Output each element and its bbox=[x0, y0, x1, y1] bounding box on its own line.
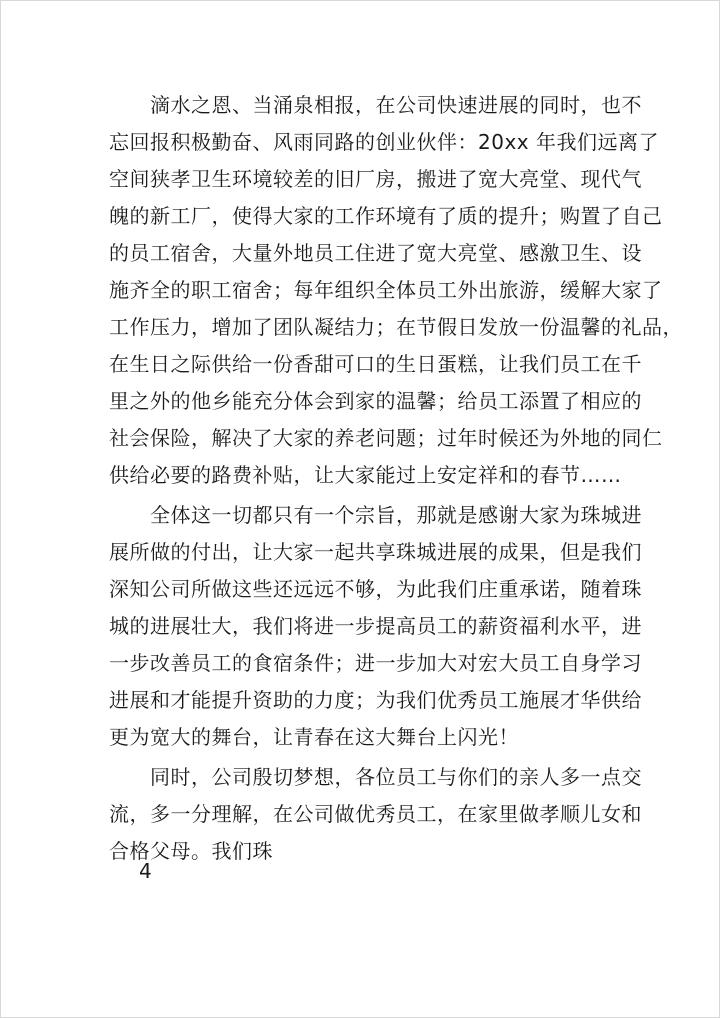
text-line: 同时，公司殷切梦想，各位员工与你们的亲人多一点交 bbox=[109, 765, 642, 789]
text-line: 忘回报积极勤奋、风雨同路的创业伙伴：20xx 年我们远离了 bbox=[109, 130, 659, 154]
text-line: 合格父母。我们珠 bbox=[109, 839, 273, 863]
text-line: 在生日之际供给一份香甜可口的生日蛋糕，让我们员工在千 bbox=[109, 352, 642, 376]
text-line: 展所做的付出，让大家一起共享珠城进展的成果，但是我们 bbox=[109, 540, 642, 564]
text-line: 供给必要的路费补贴，让大家能过上安定祥和的春节…… bbox=[109, 463, 622, 487]
text-line: 里之外的他乡能充分体会到家的温馨；给员工添置了相应的 bbox=[109, 389, 642, 413]
text-line: 社会保险，解决了大家的养老问题；过年时候还为外地的同仁 bbox=[109, 426, 663, 450]
paragraph-3 bbox=[109, 759, 642, 870]
page-number: 4 bbox=[139, 859, 152, 883]
text-line: 流，多一分理解，在公司做优秀员工，在家里做孝顺儿女和 bbox=[109, 802, 642, 826]
text-line: 空间狭孝卫生环境较差的旧厂房，搬进了宽大亮堂、现代气 bbox=[109, 167, 642, 191]
text-line: 施齐全的职工宿舍；每年组织全体员工外出旅游，缓解大家了 bbox=[109, 278, 663, 302]
text-line: 全体这一切都只有一个宗旨，那就是感谢大家为珠城进 bbox=[109, 503, 642, 527]
text-line: 城的进展壮大，我们将进一步提高员工的薪资福利水平，进 bbox=[109, 614, 642, 638]
text-line: 滴水之恩、当涌泉相报，在公司快速进展的同时，也不 bbox=[109, 93, 642, 117]
paragraph-2 bbox=[109, 497, 642, 756]
text-line: 深知公司所做这些还远远不够，为此我们庄重承诺，随着珠 bbox=[109, 577, 642, 601]
text-line: 进展和才能提升资助的力度；为我们优秀员工施展才华供给 bbox=[109, 688, 642, 712]
document-body bbox=[109, 87, 683, 870]
text-line: 魄的新工厂，使得大家的工作环境有了质的提升；购置了自己 bbox=[109, 204, 663, 228]
text-line: 的员工宿舍，大量外地员工住进了宽大亮堂、感激卫生、设 bbox=[109, 241, 642, 265]
paragraph-1 bbox=[109, 87, 683, 494]
text-line: 工作压力，增加了团队凝结力；在节假日发放一份温馨的礼品， bbox=[109, 315, 683, 339]
text-line: 更为宽大的舞台，让青春在这大舞台上闪光！ bbox=[109, 725, 519, 749]
text-line: 一步改善员工的食宿条件；进一步加大对宏大员工自身学习 bbox=[109, 651, 642, 675]
